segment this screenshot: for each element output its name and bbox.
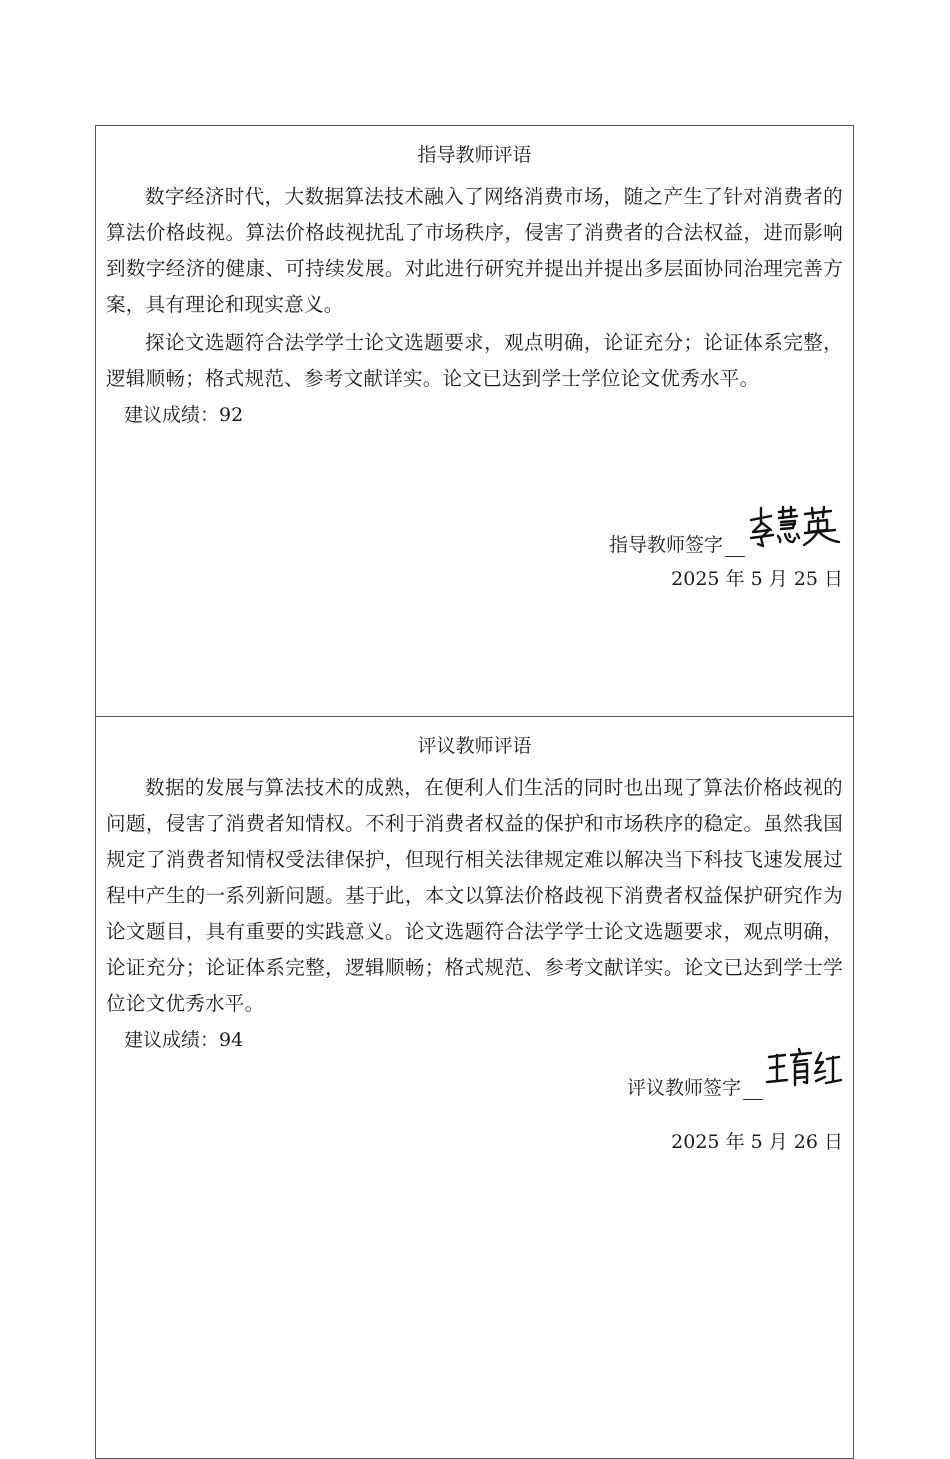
advisor-handwritten-signature — [747, 504, 843, 553]
advisor-comment-section — [96, 126, 853, 717]
reviewer-comment-section — [96, 717, 853, 1458]
reviewer-suggested-score: 建议成绩：94 — [124, 1029, 244, 1051]
advisor-signature-blank — [725, 534, 745, 557]
reviewer-handwritten-signature — [765, 1047, 843, 1096]
comments-table — [95, 125, 854, 1459]
advisor-signature-label: 指导教师签字 — [608, 534, 723, 556]
advisor-date: 2025 年 5 月 25 日 — [671, 568, 843, 590]
advisor-section-title: 指导教师评语 — [417, 144, 532, 166]
advisor-comment-paragraph-2: 探论文选题符合法学学士论文选题要求，观点明确，论证充分；论证体系完整，逻辑顺畅；格式规范、参考文献详实。论文已达到学士学位论文优秀水平。 — [106, 331, 843, 390]
reviewer-signature-blank — [743, 1077, 763, 1100]
reviewer-comment-paragraph: 数据的发展与算法技术的成熟，在便利人们生活的同时也出现了算法价格歧视的问题，侵害了消费者知情权。不利于消费者权益的保护和市场秩序的稳定。虽然我国规定了消费者知情权受法律保护，但现行相关法律规定难以解决当下科技飞速发展过程中产生的一系列新问题。基于此，本文以算法价格歧视下消费者权益保护研究作为论文题目，具有重要的实践意义。论文选题符合法学学士论文选题要求，观点明确，论证充分；论证体系完整，逻辑顺畅；格式规范、参考文献详实。论文已达到学士学位论文优秀水平。 — [106, 776, 843, 1015]
reviewer-section-title: 评议教师评语 — [417, 735, 532, 757]
advisor-suggested-score: 建议成绩：92 — [124, 404, 244, 426]
reviewer-signature-label: 评议教师签字 — [626, 1077, 741, 1099]
reviewer-signature-line — [627, 1047, 843, 1100]
advisor-comment-paragraph-1: 数字经济时代，大数据算法技术融入了网络消费市场，随之产生了针对消费者的算法价格歧视。算法价格歧视扰乱了市场秩序，侵害了消费者的合法权益，进而影响到数字经济的健康、可持续发展。对此进行研究并提出并提出多层面协同治理完善方案，具有理论和现实意义。 — [106, 185, 843, 316]
advisor-signature-line — [609, 504, 843, 557]
reviewer-date: 2025 年 5 月 26 日 — [671, 1131, 843, 1153]
